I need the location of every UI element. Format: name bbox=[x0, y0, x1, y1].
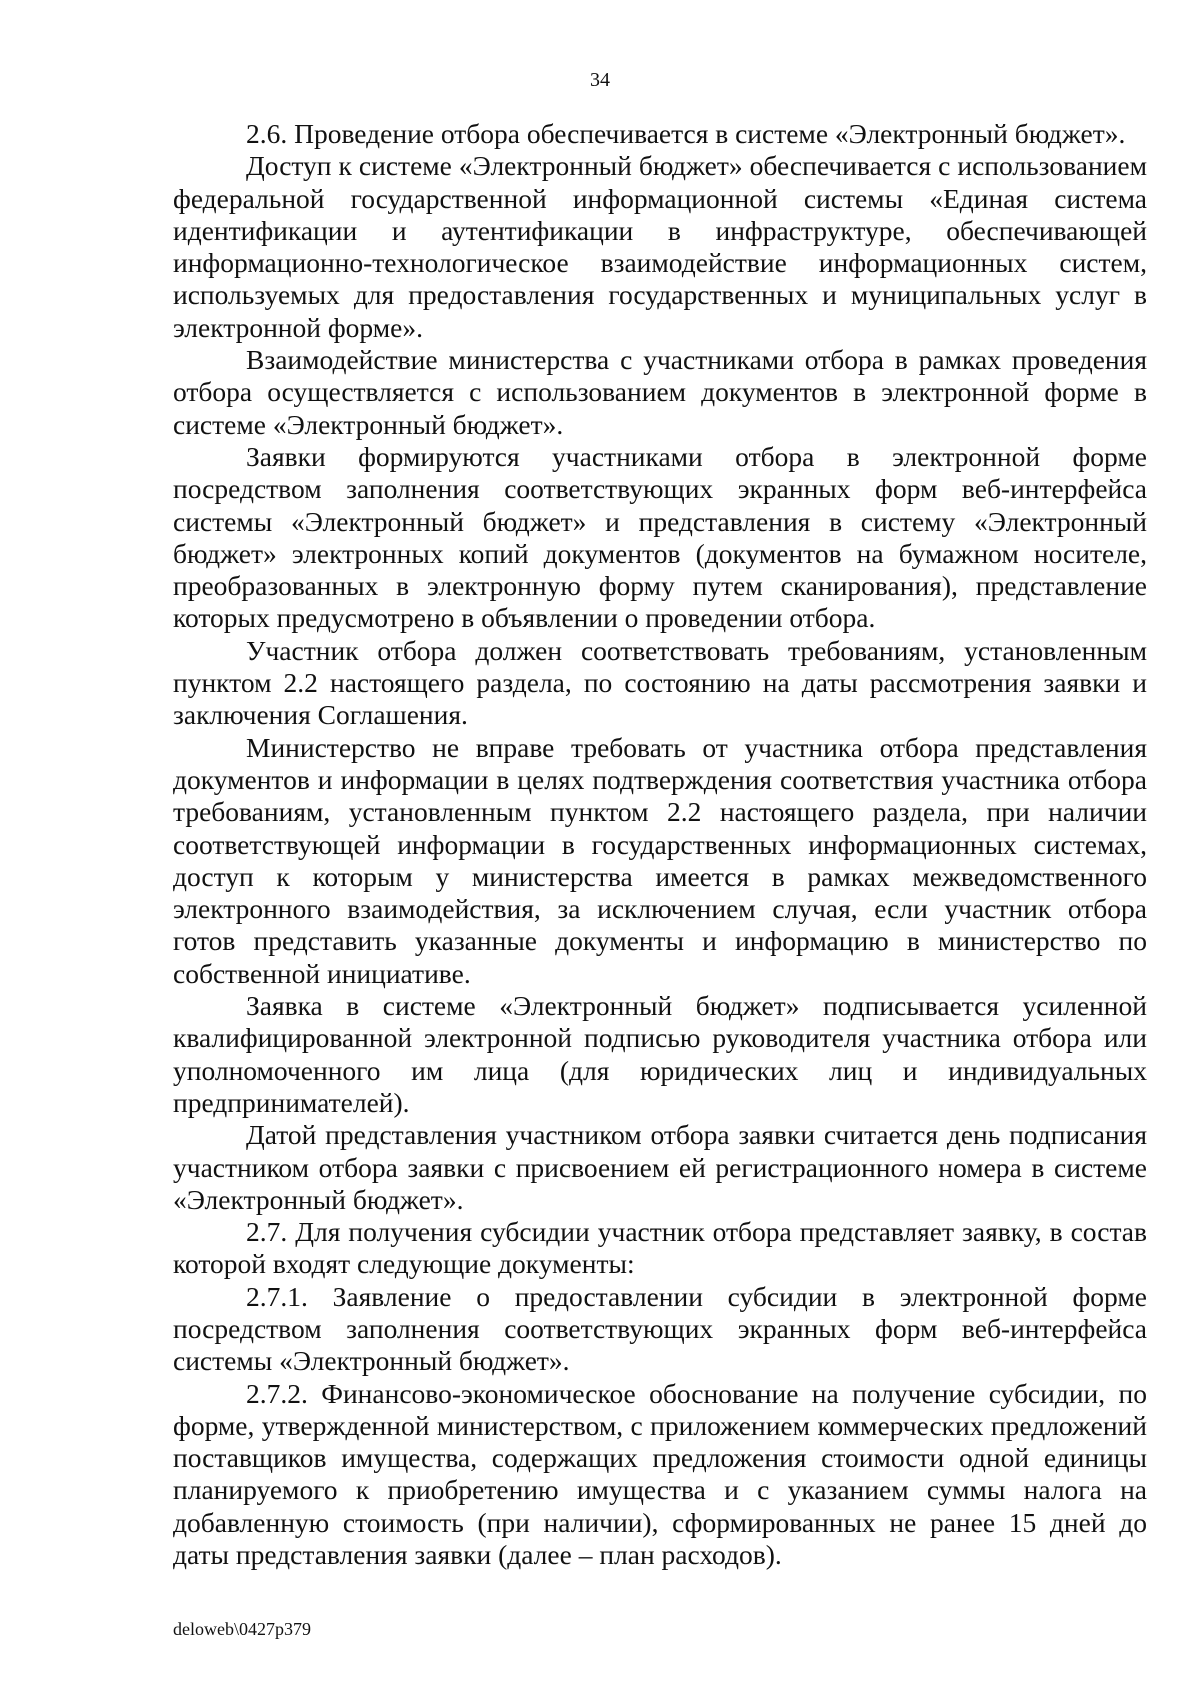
paragraph-signature: Заявка в системе «Электронный бюджет» подписывается усиленной квалифицированной электронной подписью руководителя участника отбора или уполномоченного им лица (для юридических лиц и индивидуальных предпринимателей). bbox=[173, 990, 1147, 1118]
paragraph-access: Доступ к системе «Электронный бюджет» обеспечивается с использованием федеральной государственной информационной системы «Единая система идентификации и аутентификации в инфраструктуре, обеспечивающей информационно-технологическое взаимодействие информационных систем, используемых для предоставления государственных и муниципальных услуг в электронной форме». bbox=[173, 150, 1147, 343]
page-number: 34 bbox=[590, 69, 610, 91]
document-body bbox=[173, 118, 1147, 1571]
paragraph-interaction: Взаимодействие министерства с участниками отбора в рамках проведения отбора осуществляется с использованием документов в электронной форме в системе «Электронный бюджет». bbox=[173, 344, 1147, 440]
paragraph-2-6: 2.6. Проведение отбора обеспечивается в системе «Электронный бюджет». bbox=[246, 118, 1126, 149]
paragraph-participant-requirements: Участник отбора должен соответствовать требованиям, установленным пунктом 2.2 настоящего раздела, по состоянию на даты рассмотрения заявки и заключения Соглашения. bbox=[173, 634, 1147, 731]
paragraph-2-7-1: 2.7.1. Заявление о предоставлении субсидии в электронной форме посредством заполнения соответствующих экранных форм веб-интерфейса системы «Электронный бюджет». bbox=[173, 1280, 1147, 1377]
paragraph-2-7-2: 2.7.2. Финансово-экономическое обоснование на получение субсидии, по форме, утвержденной министерством, с приложением коммерческих предложений поставщиков имущества, содержащих предложения стоимости одной единицы планируемого к приобретению имущества и с указанием суммы налога на добавленную стоимость (при наличии), сформированных не ранее 15 дней до даты представления заявки (далее – план расходов). bbox=[173, 1377, 1147, 1571]
paragraph-ministry-rights: Министерство не вправе требовать от участника отбора представления документов и информации в целях подтверждения соответствия участника отбора требованиям, установленным пунктом 2.2 настоящего раздела, при наличии соответствующей информации в государственных информационных системах, доступ к которым у министерства имеется в рамках межведомственного электронного взаимодействия, за исключением случая, если участник отбора готов представить указанные документы и информацию в министерство по собственной инициативе. bbox=[173, 731, 1147, 989]
document-code: deloweb\0427p379 bbox=[173, 1619, 311, 1639]
paragraph-submission-date: Датой представления участником отбора заявки считается день подписания участником отбора заявки с присвоением ей регистрационного номера в системе «Электронный бюджет». bbox=[173, 1119, 1147, 1215]
paragraph-2-7: 2.7. Для получения субсидии участник отбора представляет заявку, в состав которой входят следующие документы: bbox=[173, 1216, 1147, 1280]
paragraph-applications: Заявки формируются участниками отбора в электронной форме посредством заполнения соответствующих экранных форм веб-интерфейса системы «Электронный бюджет» и представления в систему «Электронный бюджет» электронных копий документов (документов на бумажном носителе, преобразованных в электронную форму путем сканирования), представление которых предусмотрено в объявлении о проведении отбора. bbox=[173, 440, 1147, 634]
